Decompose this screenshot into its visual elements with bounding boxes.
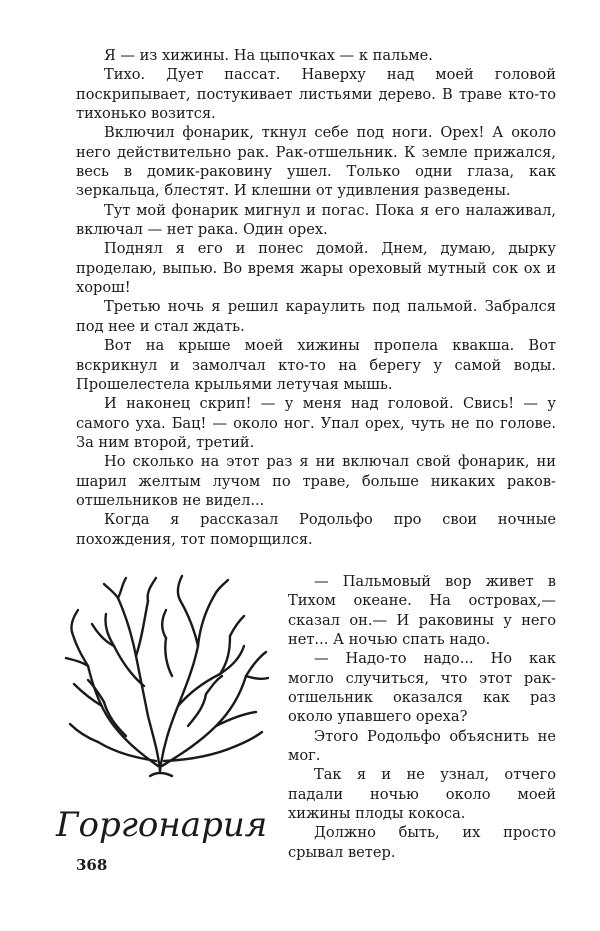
gorgonian-coral-illustration [48,566,288,848]
paragraph: Поднял я его и понес домой. Днем, думаю, дырку проделаю, выпью. Во время жары ореховый мутный сок ох и хорош! [76,240,556,297]
paragraph: Тут мой фонарик мигнул и погас. Пока я его налаживал, включал — нет рака. Один орех. [76,201,556,239]
paragraph: Включил фонарик, ткнул себе под ноги. Орех! А около него действительно рак. Рак-отшельник. К земле прижался, весь в домик-раковину ушел. Только одни глаза, как зеркальца, блестят. И клешни от удивления разведены. [76,124,556,200]
paragraph: — Надо-то надо... Но как могло случиться, что этот рак-отшельник оказался как раз около упавшего ореха? [288,650,556,726]
paragraph: И наконец скрип! — у меня над головой. Свись! — у самого уха. Бац! — около ног. Упал орех, чуть не по голове. За ним второй, третий. [76,395,556,451]
paragraph: Я — из хижины. На цыпочках — к пальме. [104,47,433,64]
main-text [76,46,556,549]
illustration-caption: Горгонария [56,805,268,845]
paragraph: Так я и не узнал, отчего падали ночью около моей хижины плоды кокоса. [288,766,556,823]
right-column-text [288,572,556,862]
paragraph: Тихо. Дует пассат. Наверху над моей головой поскрипывает, постукивает листьями дерево. В траве кто-то тихонько возится. [76,66,556,123]
paragraph: — Пальмовый вор живет в Тихом океане. На островах,— сказал он.— И раковины у него нет... А ночью спать надо. [288,573,556,649]
paragraph: Но сколько на этот раз я ни включал свой фонарик, ни шарил желтым лучом по траве, больше никаких раков-отшельников не видел... [76,453,556,509]
gorgonian-coral-icon [48,566,288,848]
paragraph: Этого Родольфо объяснить не мог. [288,727,556,765]
paragraph: Когда я рассказал Родольфо про свои ночные похождения, тот поморщился. [76,511,556,548]
paragraph: Третью ночь я решил караулить под пальмой. Забрался под нее и стал ждать. [76,298,556,335]
paragraph: Вот на крыше моей хижины пропела квакша. Вот вскрикнул и замолчал кто-то на берегу у самой воды. Прошелестела крыльями летучая мышь. [76,337,556,393]
page-number: 368 [76,856,108,874]
paragraph: Должно быть, их просто срывал ветер. [288,824,556,861]
